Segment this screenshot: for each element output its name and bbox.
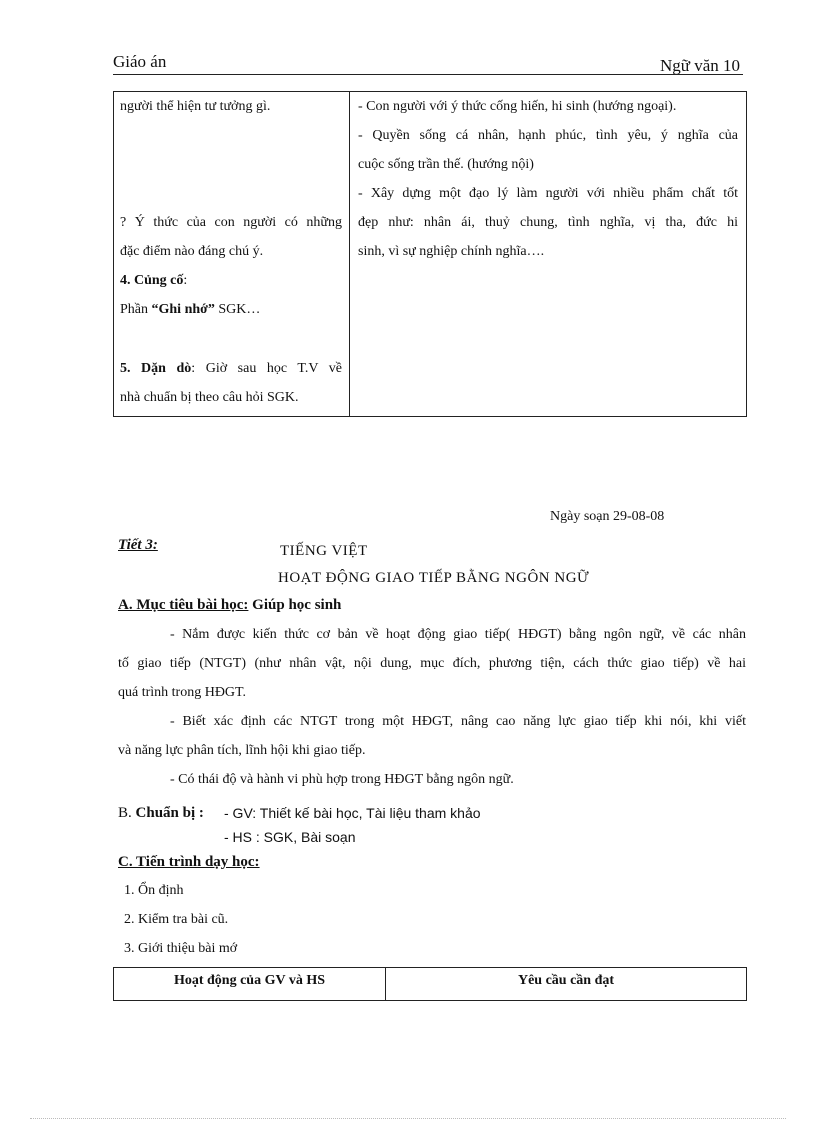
section-b-teacher: - GV: Thiết kế bài học, Tài liệu tham khảo <box>224 805 481 821</box>
section-a-paragraph-3 <box>118 765 746 794</box>
para2-line-2: và năng lực phân tích, lĩnh hội khi giao tiếp. <box>118 743 366 758</box>
table1-left-column <box>120 92 342 121</box>
step-3: 3. Giới thiệu bài mớ <box>124 941 238 956</box>
table1-right-line-4: - Xây dựng một đạo lý làm người với nhiều phẩm chất tốt <box>358 186 738 201</box>
section-b-student: - HS : SGK, Bài soạn <box>224 829 356 845</box>
activity-table-header <box>113 967 747 1001</box>
table1-right-line-3: cuộc sống trần thế. (hướng nội) <box>358 157 534 172</box>
step-2: 2. Kiểm tra bài cũ. <box>124 912 229 927</box>
subject-title: TIẾNG VIỆT <box>280 543 368 559</box>
question-line-2: đặc điểm nào đáng chú ý. <box>120 244 264 259</box>
table1-left-line: người thể hiện tư tưởng gì. <box>120 99 271 114</box>
table1-left-question <box>120 208 342 324</box>
section-a-paragraph-2 <box>118 707 746 765</box>
section-4-content <box>120 295 342 324</box>
table1-right-column <box>358 92 738 266</box>
page-footer-rule <box>30 1118 786 1119</box>
para1-line-1: - Nắm được kiến thức cơ bản về hoạt động giao tiếp( HĐGT) bằng ngôn ngữ, về các nhân <box>170 627 746 642</box>
section-4-prefix: Phần <box>120 302 152 317</box>
para2-line-1: - Biết xác định các NTGT trong một HĐGT, nâng cao năng lực giao tiếp khi nói, khi viết <box>170 714 746 729</box>
para3-line-1: - Có thái độ và hành vi phù hợp trong HĐGT bằng ngôn ngữ. <box>170 772 514 787</box>
section-c-heading: C. Tiến trình dạy học: <box>118 854 260 870</box>
column-header-requirements: Yêu cầu cần đạt <box>517 973 615 988</box>
table1-right-line-1: - Con người với ý thức cống hiến, hi sinh (hướng ngoại). <box>358 99 677 114</box>
column-header-activities: Hoạt động của GV và HS <box>173 973 326 988</box>
lesson-table-continued <box>113 91 747 417</box>
step-1: 1. Ổn định <box>124 883 184 898</box>
table1-right-line-6: sinh, vì sự nghiệp chính nghĩa…. <box>358 244 545 259</box>
section-5-text: : Giờ sau học T.V về <box>191 361 343 376</box>
lesson-title: HOẠT ĐỘNG GIAO TIẾP BẰNG NGÔN NGỮ <box>278 570 590 586</box>
table-column-divider <box>349 92 350 416</box>
section-4-heading <box>120 266 342 295</box>
section-5-label: 5. Dặn dò <box>120 361 192 376</box>
section-a-heading <box>118 597 341 614</box>
header-left-title: Giáo án <box>113 52 167 71</box>
section-4-bold: “Ghi nhớ” <box>151 302 215 317</box>
section-a-label: A. Mục tiêu bài học: <box>118 597 249 613</box>
para1-line-2: tố giao tiếp (NTGT) (như nhân vật, nội dung, mục đích, phương tiện, cách thức giao tiếp) về hai <box>118 656 746 671</box>
section-5-line-1 <box>120 354 342 383</box>
prep-date: Ngày soạn 29-08-08 <box>550 509 665 524</box>
question-line-1: ? Ý thức của con người có những <box>120 215 342 230</box>
para1-line-3: quá trình trong HĐGT. <box>118 685 247 700</box>
section-5-line-2: nhà chuẩn bị theo câu hỏi SGK. <box>120 390 299 405</box>
table1-right-line-5: đẹp như: nhân ái, thuỷ chung, tình nghĩa, vị tha, đức hi <box>358 215 738 230</box>
section-b-letter: B. <box>118 805 132 821</box>
table1-left-section5 <box>120 354 342 412</box>
table1-right-line-2: - Quyền sống cá nhân, hạnh phúc, tình yêu, ý nghĩa của <box>358 128 738 143</box>
section-a-suffix: Giúp học sinh <box>248 597 342 613</box>
section-4-suffix: SGK… <box>214 302 261 317</box>
section-4-colon: : <box>183 273 188 288</box>
header-rule <box>113 74 743 75</box>
lesson-period: Tiết 3: <box>118 537 158 553</box>
section-b-heading <box>118 805 204 822</box>
section-4-label: 4. Củng cố <box>120 273 184 288</box>
header-right-title: Ngữ văn 10 <box>660 56 741 75</box>
section-a-paragraph-1 <box>118 620 746 707</box>
section-b-label: Chuẩn bị : <box>131 805 204 821</box>
